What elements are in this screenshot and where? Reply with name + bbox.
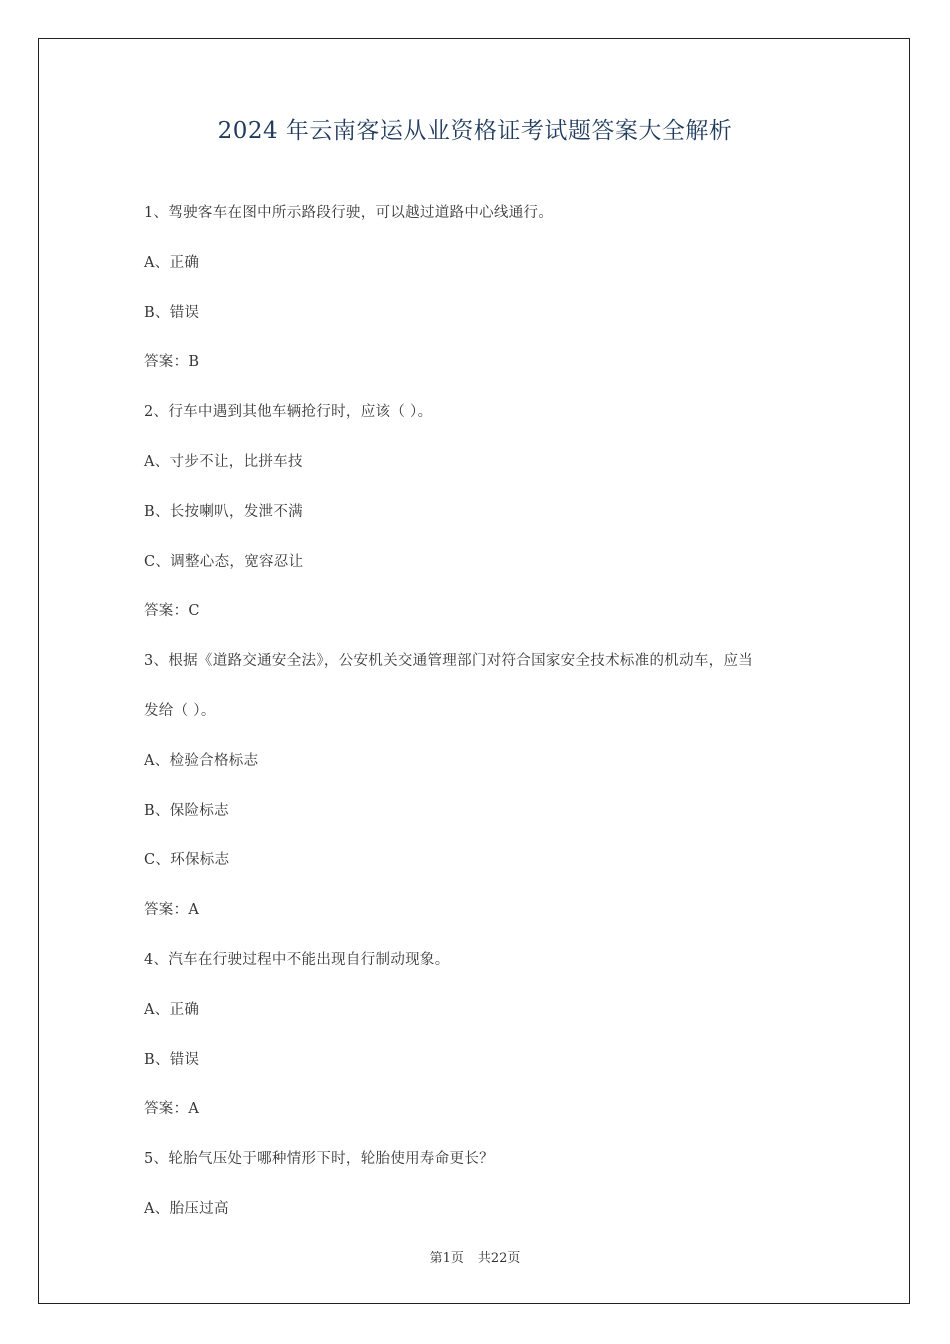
question-2-option-b: B、长按喇叭，发泄不满: [144, 503, 303, 520]
page-footer: [0, 1247, 950, 1266]
question-2-text: 2、行车中遇到其他车辆抢行时，应该（ ）。: [144, 404, 433, 421]
question-3-text-continued: 发给（ ）。: [144, 702, 216, 719]
question-3-option-b: B、保险标志: [144, 802, 229, 819]
question-3-text: 3、根据《道路交通安全法》，公安机关交通管理部门对符合国家安全技术标准的机动车，应当: [144, 653, 754, 670]
question-4-answer: 答案：A: [144, 1101, 200, 1118]
question-4-option-b: B、错误: [144, 1051, 200, 1068]
question-4-text: 4、汽车在行驶过程中不能出现自行制动现象。: [144, 951, 450, 968]
question-5-option-a: A、胎压过高: [144, 1200, 229, 1217]
page-total: 共22页: [477, 1251, 521, 1266]
document-title: 2024 年云南客运从业资格证考试题答案大全解析: [217, 118, 733, 144]
question-3-answer: 答案：A: [144, 902, 200, 919]
question-2-option-c: C、调整心态，宽容忍让: [144, 553, 304, 570]
question-1-text: 1、驾驶客车在图中所示路段行驶，可以越过道路中心线通行。: [144, 205, 554, 221]
question-5-text: 5、轮胎气压处于哪种情形下时，轮胎使用寿命更长？: [144, 1151, 494, 1168]
question-1-option-a: A、正确: [144, 254, 200, 271]
question-2-answer: 答案：C: [144, 603, 200, 620]
question-1-option-b: B、错误: [144, 304, 200, 321]
question-2-option-a: A、寸步不让，比拼车技: [144, 453, 303, 470]
question-1-answer: 答案：B: [144, 354, 200, 371]
question-3-option-a: A、检验合格标志: [144, 752, 259, 769]
page-number: 第1页: [429, 1251, 464, 1266]
question-list: [144, 198, 824, 1244]
question-4-option-a: A、正确: [144, 1001, 200, 1018]
question-3-option-c: C、环保标志: [144, 852, 230, 869]
